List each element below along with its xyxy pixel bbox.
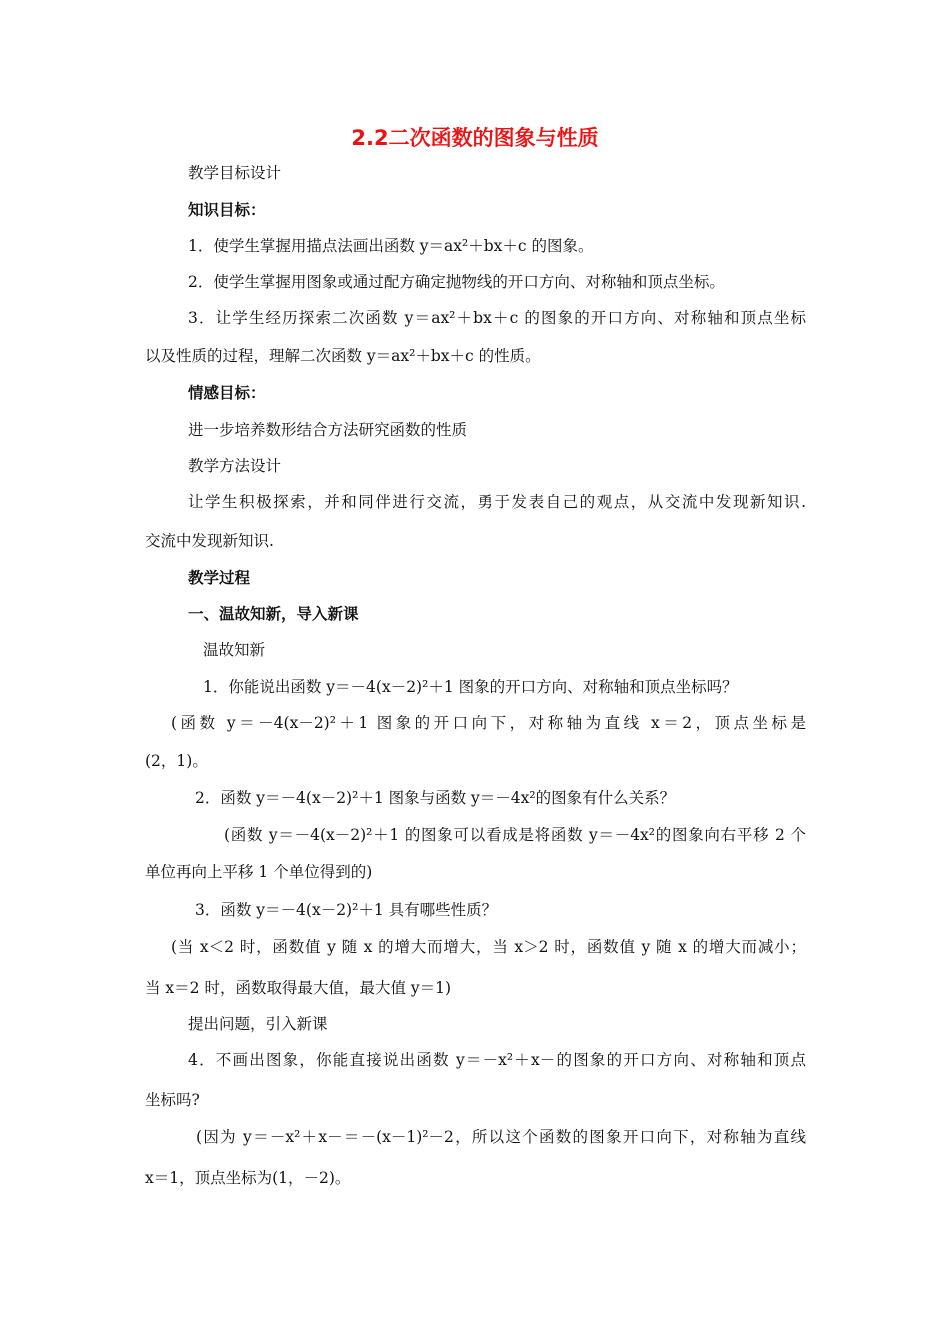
goal-item-2: 2．使学生掌握用图象或通过配方确定抛物线的开口方向、对称轴和顶点坐标。 — [188, 273, 725, 291]
section-heading-teaching-goals: 教学目标设计 — [188, 164, 282, 182]
document-title: 2.2二次函数的图象与性质 — [351, 126, 599, 150]
teaching-method-text: 让学生积极探索，并和同伴进行交流，勇于发表自己的观点，从交流中发现新知识. — [188, 493, 806, 511]
teaching-method-text-continued: 交流中发现新知识. — [145, 532, 274, 550]
raise-question-heading: 提出问题，引入新课 — [188, 1015, 328, 1033]
review-heading: 温故知新 — [203, 641, 266, 659]
emotional-goal-text: 进一步培养数形结合方法研究函数的性质 — [188, 421, 468, 439]
teaching-method-heading: 教学方法设计 — [188, 457, 282, 475]
emotional-goals-heading: 情感目标： — [188, 384, 266, 402]
answer-2-continued: 单位再向上平移 1 个单位得到的) — [145, 863, 373, 881]
answer-3: (当 x＜2 时，函数值 y 随 x 的增大而增大，当 x＞2 时，函数值 y 随 x 的增大而减小； — [171, 938, 806, 956]
question-4-continued: 坐标吗? — [145, 1091, 200, 1109]
question-4: 4．不画出图象，你能直接说出函数 y＝－x²＋x－的图象的开口方向、对称轴和顶点 — [188, 1051, 806, 1069]
answer-4: (因为 y＝－x²＋x－＝－(x－1)²－2，所以这个函数的图象开口向下，对称轴为直线 — [196, 1128, 806, 1146]
answer-1: (函数 y＝－4(x－2)²＋1 图象的开口向下，对称轴为直线 x＝2，顶点坐标是 — [171, 714, 806, 732]
section-one-heading: 一、温故知新，导入新课 — [188, 605, 359, 623]
answer-4-continued: x＝1，顶点坐标为(1，－2)。 — [145, 1169, 351, 1187]
teaching-process-heading: 教学过程 — [188, 569, 251, 587]
answer-2: (函数 y＝－4(x－2)²＋1 的图象可以看成是将函数 y＝－4x²的图象向右平移 2 个 — [224, 826, 806, 844]
answer-3-continued: 当 x＝2 时，函数取得最大值，最大值 y＝1) — [145, 979, 452, 997]
question-1: 1．你能说出函数 y＝－4(x－2)²＋1 图象的开口方向、对称轴和顶点坐标吗？ — [203, 678, 738, 696]
knowledge-goals-heading: 知识目标： — [188, 201, 266, 219]
question-3: 3．函数 y＝－4(x－2)²＋1 具有哪些性质？ — [195, 901, 498, 919]
goal-item-3: 3．让学生经历探索二次函数 y＝ax²＋bx＋c 的图象的开口方向、对称轴和顶点坐标 — [188, 309, 806, 327]
goal-item-1: 1．使学生掌握用描点法画出函数 y＝ax²＋bx＋c 的图象。 — [188, 237, 594, 255]
answer-1-continued: (2，1)。 — [145, 752, 208, 770]
question-2: 2．函数 y＝－4(x－2)²＋1 图象与函数 y＝－4x²的图象有什么关系？ — [195, 789, 676, 807]
goal-item-3-continued: 以及性质的过程，理解二次函数 y＝ax²＋bx＋c 的性质。 — [145, 347, 541, 365]
